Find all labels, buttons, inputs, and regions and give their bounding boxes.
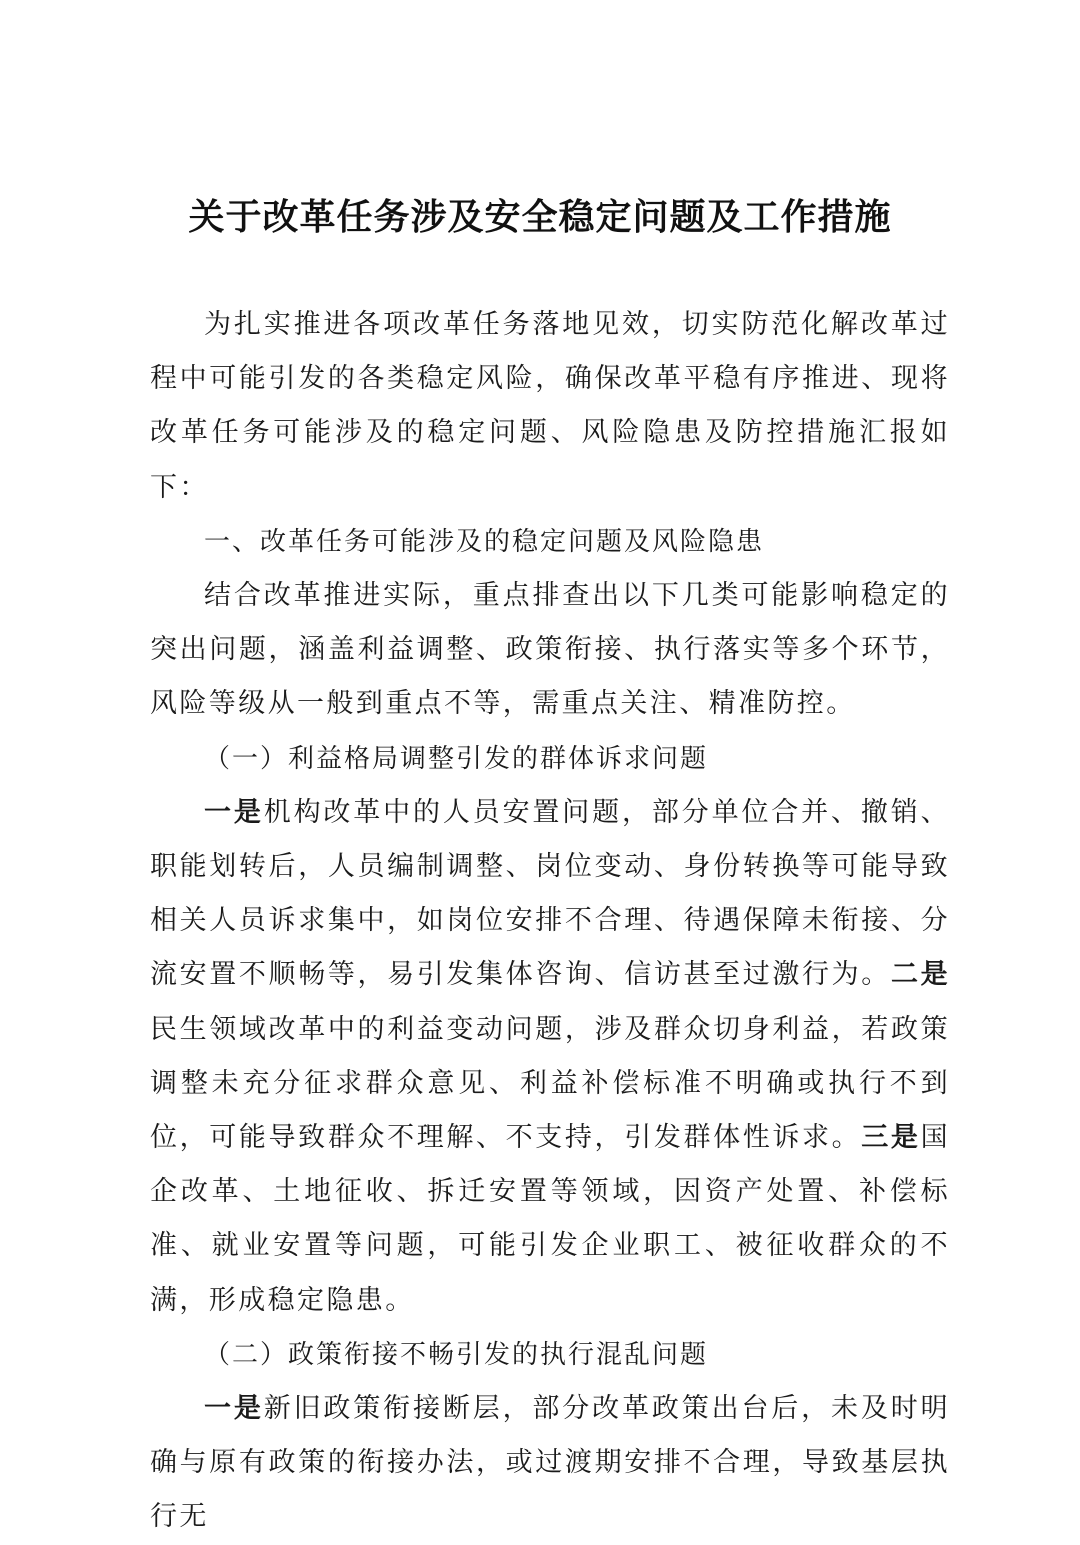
lead-marker: 三是 (861, 1122, 921, 1154)
subsection-heading-2: （二）政策衔接不畅引发的执行混乱问题 (204, 1339, 709, 1370)
paragraph-text: 机构改革中的人员安置问题，部分单位合并、撤销、职能划转后，人员编制调整、岗位变动、身份转换等可能导致相关人员诉求集中，如岗位安排不合理、待遇保障未衔接、分流安置不顺畅等，易引发集体咨询、信访甚至过激行为。 (150, 796, 950, 991)
section-heading-1: 一、改革任务可能涉及的稳定问题及风险隐患 (204, 526, 765, 557)
document-body (150, 298, 950, 1545)
subsection-1-paragraph (150, 786, 950, 1328)
lead-marker: 一是 (204, 1393, 264, 1425)
section-1-paragraph: 结合改革推进实际，重点排查出以下几类可能影响稳定的突出问题，涵盖利益调整、政策衔接、执行落实等多个环节，风险等级从一般到重点不等，需重点关注、精准防控。 (150, 580, 950, 720)
paragraph-text: 国企改革、土地征收、拆迁安置等领域，因资产处置、补偿标准、就业安置等问题，可能引发企业职工、被征收群众的不满，形成稳定隐患。 (150, 1122, 950, 1316)
subsection-heading-1: （一）利益格局调整引发的群体诉求问题 (204, 743, 709, 774)
lead-marker: 二是 (890, 959, 950, 991)
paragraph-text: 新旧政策衔接断层，部分改革政策出台后，未及时明确与原有政策的衔接办法，或过渡期安排不合理，导致基层执行无 (150, 1393, 950, 1533)
paragraph-text: 民生领域改革中的利益变动问题，涉及群众切身利益，若政策调整未充分征求群众意见、利益补偿标准不明确或执行不到位，可能导致群众不理解、不支持，引发群体性诉求。 (150, 1013, 950, 1154)
subsection-2-paragraph (150, 1382, 950, 1545)
intro-paragraph: 为扎实推进各项改革任务落地见效，切实防范化解改革过程中可能引发的各类稳定风险，确保改革平稳有序推进、现将改革任务可能涉及的稳定问题、风险隐患及防控措施汇报如下： (150, 309, 950, 503)
document-title: 关于改革任务涉及安全稳定问题及工作措施 (188, 197, 892, 238)
lead-marker: 一是 (204, 796, 264, 828)
